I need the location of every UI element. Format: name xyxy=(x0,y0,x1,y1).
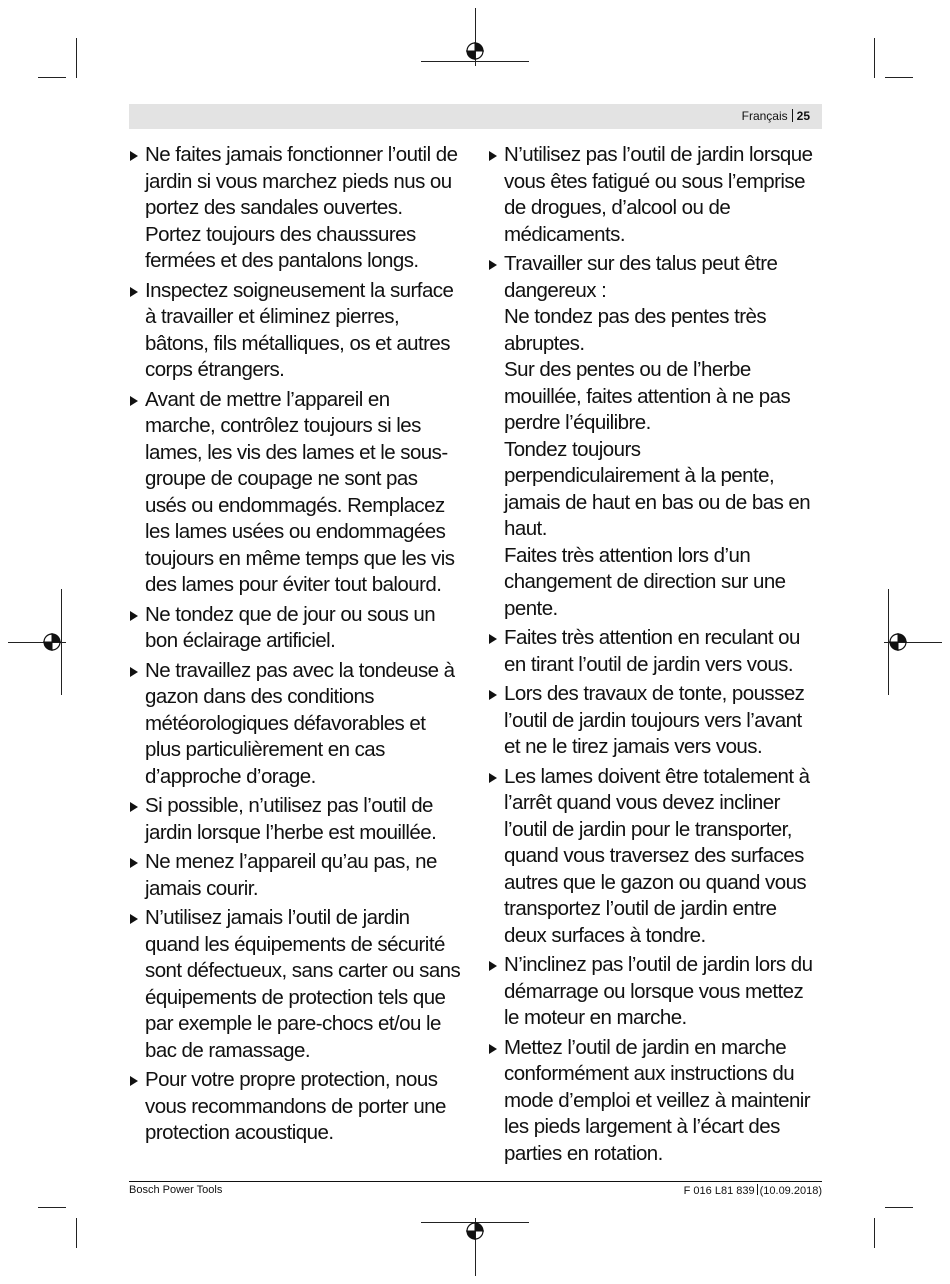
bullet-text: Ne menez l’appareil qu’au pas, ne jamais courir. xyxy=(145,850,437,900)
bullet-item xyxy=(129,793,461,846)
triangle-bullet-icon xyxy=(489,690,497,700)
footer-rule xyxy=(129,1181,822,1182)
bullet-item xyxy=(488,764,820,950)
footer-doc-info xyxy=(684,1184,822,1198)
bullet-text: N’utilisez pas l’outil de jardin lorsque vous êtes fatigué ou sous l’emprise de drogues, d’alcool ou de médicaments. xyxy=(504,143,813,246)
crosshair-registration-icon xyxy=(466,1222,484,1240)
triangle-bullet-icon xyxy=(130,151,138,161)
bullet-text: Ne faites jamais fonctionner l’outil de jardin si vous marchez pieds nus ou portez des sandales ouvertes. Portez toujours des chaussures fermées et des pantalons longs. xyxy=(145,143,458,272)
triangle-bullet-icon xyxy=(489,260,497,270)
language-label: Français xyxy=(741,109,788,123)
triangle-bullet-icon xyxy=(130,914,138,924)
bullet-text: Avant de mettre l’appareil en marche, contrôlez toujours si les lames, les vis des lames et le sous-groupe de coupage ne sont pas usés ou endommagés. Remplacez les lames usées ou endommagées toujours en même temps que les vis des lames pour éviter tout balourd. xyxy=(145,387,455,596)
triangle-bullet-icon xyxy=(130,287,138,297)
crop-mark xyxy=(874,1218,875,1248)
bullet-text: Tondez toujours perpendiculairement à la pente, jamais de haut en bas ou de bas en haut. xyxy=(504,437,811,540)
bullet-text: Ne travaillez pas avec la tondeuse à gazon dans des conditions météorologiques défavorables et plus particulièrement en cas d’approche d’orage. xyxy=(145,658,455,788)
bullet-item xyxy=(129,849,461,902)
crop-mark xyxy=(76,38,77,78)
triangle-bullet-icon xyxy=(130,802,138,812)
bullet-text: Mettez l’outil de jardin en marche conformément aux instructions du mode d’emploi et veillez à maintenir les pieds largement à l’écart des parties en rotation. xyxy=(504,1035,811,1165)
bullet-text: Faites très attention lors d’un changement de direction sur une pente. xyxy=(504,543,786,620)
right-column xyxy=(488,142,820,1170)
bullet-text: Lors des travaux de tonte, poussez l’outil de jardin toujours vers l’avant et ne le tirez jamais vers vous. xyxy=(504,682,805,758)
bullet-text: Ne tondez que de jour ou sous un bon éclairage artificiel. xyxy=(145,602,436,652)
crosshair-registration-icon xyxy=(889,633,907,651)
bullet-text: N’inclinez pas l’outil de jardin lors du démarrage ou lorsque vous mettez le moteur en marche. xyxy=(504,953,813,1029)
page-number: 25 xyxy=(796,109,810,123)
crop-mark xyxy=(874,38,875,78)
bullet-item xyxy=(129,602,461,655)
bullet-item xyxy=(129,905,461,1064)
bullet-item xyxy=(129,278,461,384)
triangle-bullet-icon xyxy=(130,1076,138,1086)
bullet-text: Ne tondez pas des pentes très abruptes. xyxy=(504,305,767,355)
bullet-item xyxy=(488,952,820,1032)
bullet-item xyxy=(488,142,820,248)
crop-mark xyxy=(885,1207,913,1208)
bullet-text: Les lames doivent être totalement à l’arrêt quand vous devez incliner l’outil de jardin pour le transporter, quand vous traversez des surfaces autres que le gazon ou quand vous transportez l’outil de jardin entre deux surfaces à tondre. xyxy=(504,764,810,947)
bullet-text: Faites très attention en reculant ou en tirant l’outil de jardin vers vous. xyxy=(504,626,800,676)
crosshair-registration-icon xyxy=(43,633,61,651)
bullet-item xyxy=(488,625,820,678)
crop-mark xyxy=(38,1207,66,1208)
bullet-item xyxy=(129,1067,461,1147)
doc-code: F 016 L81 839 xyxy=(683,1185,755,1197)
bullet-text: Inspectez soigneusement la surface à travailler et éliminez pierres, bâtons, fils métalliques, os et autres corps étrangers. xyxy=(145,278,454,381)
registration-line xyxy=(421,61,529,62)
crop-mark xyxy=(38,77,66,78)
triangle-bullet-icon xyxy=(130,611,138,621)
triangle-bullet-icon xyxy=(489,151,497,161)
bullet-item xyxy=(488,681,820,761)
bullet-item xyxy=(129,387,461,599)
header-label xyxy=(742,109,810,124)
crosshair-registration-icon xyxy=(466,42,484,60)
bullet-item xyxy=(129,658,461,791)
bullet-text: Si possible, n’utilisez pas l’outil de jardin lorsque l’herbe est mouillée. xyxy=(145,794,437,844)
crop-mark xyxy=(76,1218,77,1248)
bullet-text: Pour votre propre protection, nous vous recommandons de porter une protection acoustique. xyxy=(145,1068,446,1144)
footer-brand: Bosch Power Tools xyxy=(129,1184,223,1196)
bullet-item xyxy=(488,1035,820,1168)
doc-date: (10.09.2018) xyxy=(759,1185,822,1197)
bullet-text: N’utilisez jamais l’outil de jardin quand les équipements de sécurité sont défectueux, sans carter ou sans équipements de protection tels que par exemple le pare-chocs et/ou le bac de ramassage. xyxy=(145,906,461,1062)
triangle-bullet-icon xyxy=(489,773,497,783)
triangle-bullet-icon xyxy=(130,396,138,406)
bullet-item xyxy=(129,142,461,275)
bullet-text: Travailler sur des talus peut être dangereux : xyxy=(504,252,778,302)
triangle-bullet-icon xyxy=(130,667,138,677)
triangle-bullet-icon xyxy=(130,858,138,868)
triangle-bullet-icon xyxy=(489,634,497,644)
header-divider xyxy=(792,109,793,122)
page-header xyxy=(129,104,822,129)
triangle-bullet-icon xyxy=(489,1044,497,1054)
bullet-item xyxy=(488,251,820,622)
left-column xyxy=(129,142,461,1150)
bullet-text: Sur des pentes ou de l’herbe mouillée, faites attention à ne pas perdre l’équilibre. xyxy=(504,358,791,434)
footer-divider xyxy=(757,1184,758,1195)
triangle-bullet-icon xyxy=(489,961,497,971)
crop-mark xyxy=(885,77,913,78)
